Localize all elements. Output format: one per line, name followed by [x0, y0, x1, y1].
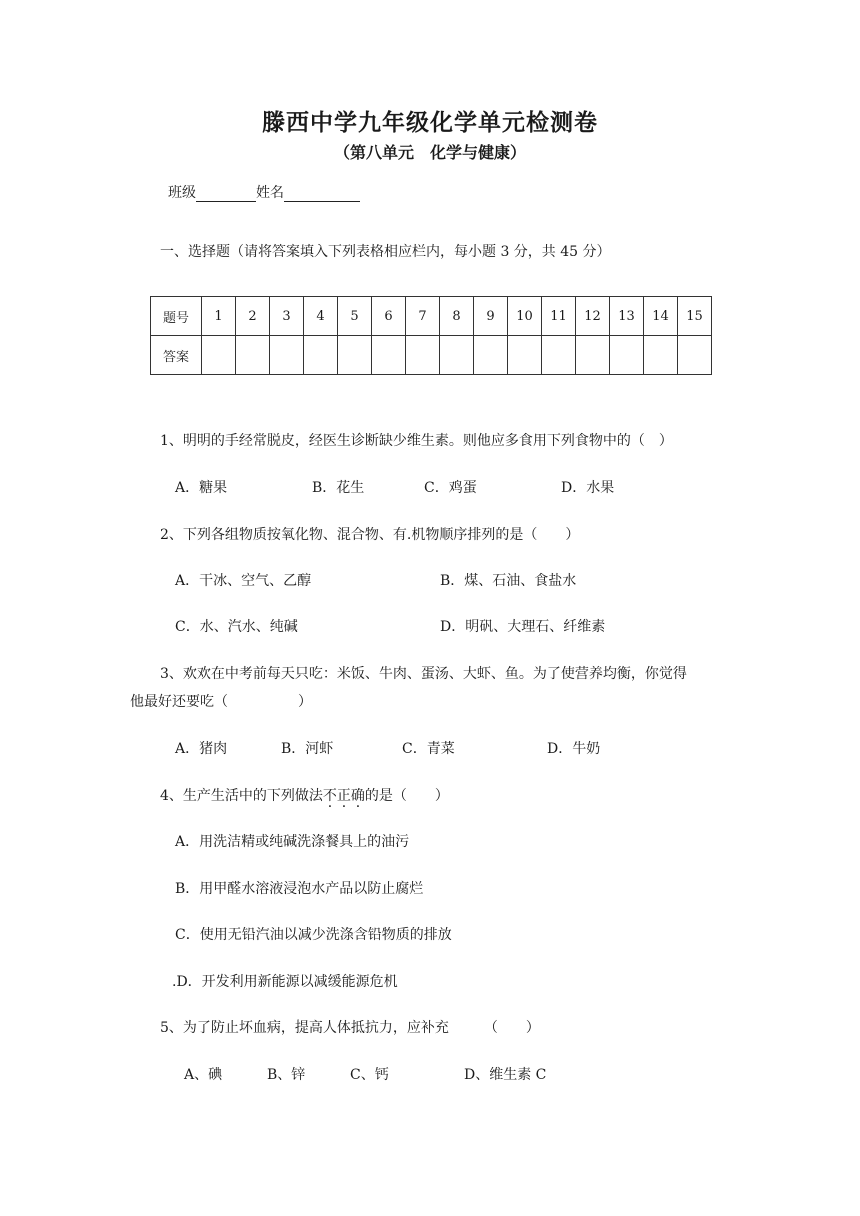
- table-cell: 8: [440, 297, 474, 336]
- name-blank: [284, 187, 360, 202]
- answer-cell[interactable]: [474, 336, 508, 375]
- question-2-stem: 2、下列各组物质按氧化物、混合物、有.机物顺序排列的是（ ）: [160, 527, 580, 543]
- question-3-option-c: C．青菜: [402, 741, 455, 757]
- answer-cell[interactable]: [440, 336, 474, 375]
- question-2-option-a: A．干冰、空气、乙醇: [175, 573, 312, 589]
- question-1-option-a: A．糖果: [175, 480, 228, 496]
- question-5-option-b: B、锌: [267, 1067, 306, 1083]
- answer-cell[interactable]: [576, 336, 610, 375]
- question-4-option-a: A．用洗洁精或纯碱洗涤餐具上的油污: [175, 834, 410, 850]
- question-5-stem: 5、为了防止坏血病，提高人体抵抗力，应补充 （ ）: [160, 1020, 540, 1036]
- page-title: 滕西中学九年级化学单元检测卷: [262, 110, 598, 136]
- table-cell: 10: [508, 297, 542, 336]
- table-cell: 5: [338, 297, 372, 336]
- table-cell: 11: [542, 297, 576, 336]
- answer-cell[interactable]: [610, 336, 644, 375]
- answer-cell[interactable]: [372, 336, 406, 375]
- table-cell: 14: [644, 297, 678, 336]
- table-header-cell: 答案: [151, 336, 202, 375]
- answer-cell[interactable]: [270, 336, 304, 375]
- question-4-option-c: C．使用无铅汽油以减少洗涤含铅物质的排放: [175, 927, 452, 943]
- table-header-cell: 题号: [151, 297, 202, 336]
- answer-cell[interactable]: [202, 336, 236, 375]
- table-cell: 9: [474, 297, 508, 336]
- question-4-stem-pre: 4、生产生活中的下列做法: [160, 788, 323, 804]
- question-2-option-d: D．明矾、大理石、纤维素: [440, 619, 606, 635]
- answer-cell[interactable]: [236, 336, 270, 375]
- question-5-option-c: C、钙: [350, 1067, 389, 1083]
- question-1-option-c: C．鸡蛋: [424, 480, 477, 496]
- question-4-option-d: .D．开发利用新能源以减缓能源危机: [172, 974, 398, 990]
- question-3-option-a: A．猪肉: [175, 741, 228, 757]
- table-cell: 6: [372, 297, 406, 336]
- question-2-option-b: B．煤、石油、食盐水: [440, 573, 577, 589]
- emphasis-char: 正: [336, 788, 351, 804]
- table-cell: 15: [678, 297, 712, 336]
- question-1-option-b: B．花生: [312, 480, 365, 496]
- question-3-option-b: B．河虾: [281, 741, 334, 757]
- answer-cell[interactable]: [542, 336, 576, 375]
- question-4-option-b: B．用甲醛水溶液浸泡水产品以防止腐烂: [175, 881, 424, 897]
- table-row: [151, 336, 712, 375]
- class-blank: [196, 187, 256, 202]
- question-3-option-d: D．牛奶: [547, 741, 601, 757]
- question-2-option-c: C．水、汽水、纯碱: [175, 619, 298, 635]
- table-cell: 3: [270, 297, 304, 336]
- question-3-stem-line2: 他最好还要吃（ ）: [130, 694, 312, 710]
- answer-cell[interactable]: [406, 336, 440, 375]
- question-4-stem: [160, 785, 449, 805]
- page-subtitle: （第八单元 化学与健康）: [333, 143, 526, 162]
- answer-cell[interactable]: [508, 336, 542, 375]
- emphasis-char: 确: [350, 788, 365, 804]
- section-heading: 一、选择题（请将答案填入下列表格相应栏内，每小题 3 分，共 45 分）: [160, 244, 611, 260]
- question-5-option-a: A、碘: [184, 1067, 223, 1083]
- table-row: [151, 297, 712, 336]
- answer-cell[interactable]: [678, 336, 712, 375]
- answer-cell[interactable]: [304, 336, 338, 375]
- name-label: 姓名: [256, 185, 284, 201]
- question-1-option-d: D．水果: [561, 480, 615, 496]
- question-5-option-d: D、维生素 C: [464, 1067, 547, 1083]
- table-cell: 7: [406, 297, 440, 336]
- table-cell: 2: [236, 297, 270, 336]
- table-cell: 12: [576, 297, 610, 336]
- question-1-stem: 1、明明的手经常脱皮，经医生诊断缺少维生素。则他应多食用下列食物中的（ ）: [160, 433, 673, 449]
- answer-table: [150, 296, 712, 375]
- answer-cell[interactable]: [644, 336, 678, 375]
- question-4-stem-post: 的是（ ）: [364, 788, 449, 804]
- answer-cell[interactable]: [338, 336, 372, 375]
- class-label: 班级: [168, 185, 196, 201]
- question-3-stem-line1: 3、欢欢在中考前每天只吃：米饭、牛肉、蛋汤、大虾、鱼。为了使营养均衡，你觉得: [160, 666, 687, 682]
- table-cell: 4: [304, 297, 338, 336]
- student-info: [168, 182, 360, 202]
- emphasis-char: 不: [322, 788, 337, 804]
- table-cell: 1: [202, 297, 236, 336]
- table-cell: 13: [610, 297, 644, 336]
